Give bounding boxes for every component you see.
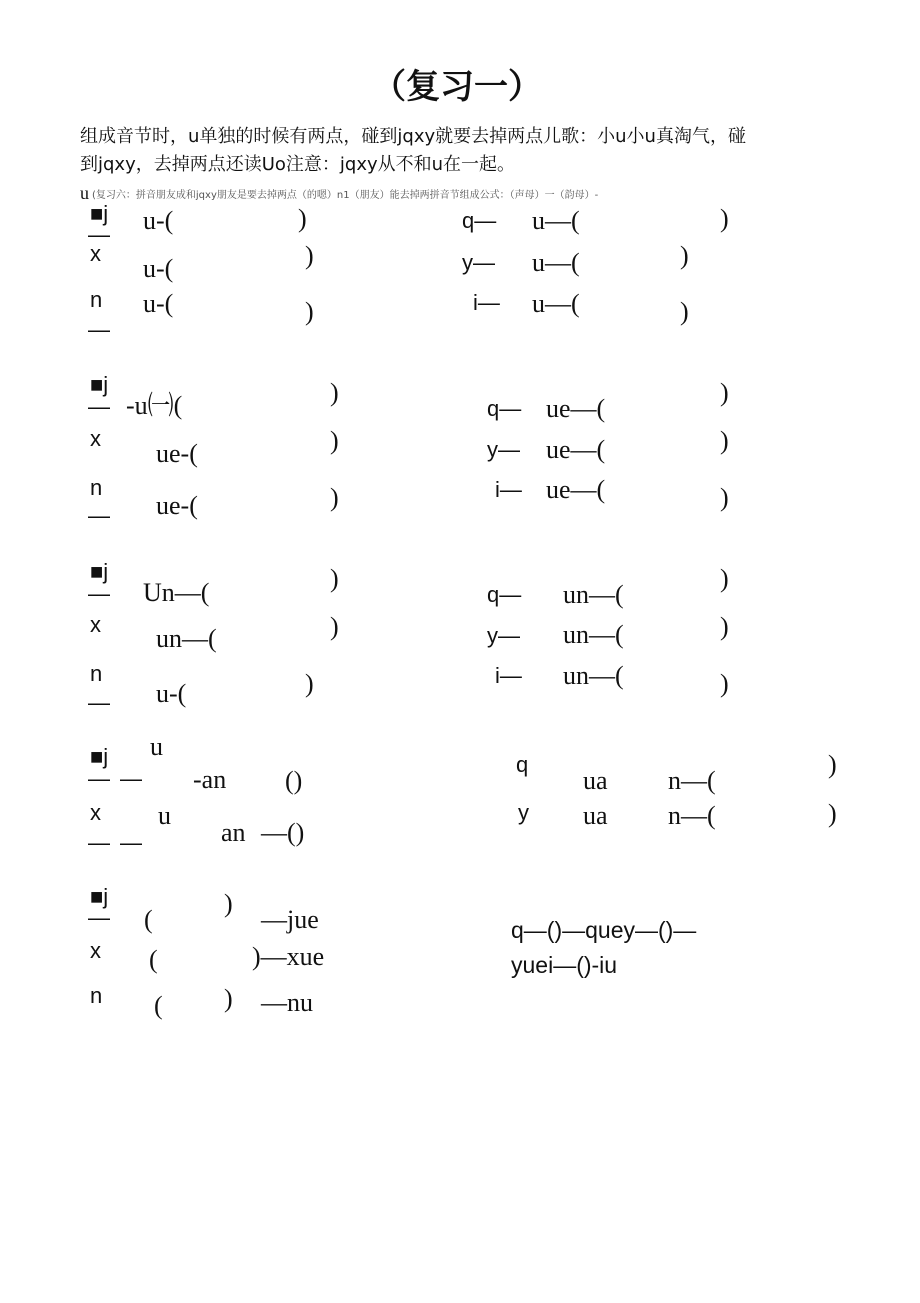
s1-paren-close: ) bbox=[720, 204, 729, 233]
s1-paren-close: ) bbox=[305, 241, 314, 270]
s4-dashes: —— bbox=[88, 766, 152, 791]
s5-paren-open[interactable]: ( bbox=[154, 991, 163, 1020]
s4-dashes: —— bbox=[88, 830, 152, 855]
s2-paren-close: ) bbox=[720, 483, 729, 512]
s1-blank[interactable]: u—( bbox=[532, 248, 580, 277]
s5-paren-open[interactable]: ( bbox=[149, 945, 158, 974]
s1-blank[interactable]: u-( bbox=[143, 289, 174, 318]
s2-dash: — bbox=[88, 503, 110, 528]
s3-dash: — bbox=[88, 690, 110, 715]
s3-initial-j: ■j bbox=[90, 559, 109, 584]
s2-blank[interactable]: ue-( bbox=[156, 491, 198, 520]
s2-blank[interactable]: ue—( bbox=[546, 394, 606, 423]
s1-initial-x: x bbox=[90, 241, 101, 266]
s3-blank[interactable]: un—( bbox=[563, 580, 624, 609]
s4-paren-close: ) bbox=[828, 799, 837, 828]
s1-initial-n: n bbox=[90, 287, 103, 312]
s1-blank[interactable]: u-( bbox=[143, 254, 174, 283]
s5-initial-n: n bbox=[90, 983, 103, 1008]
s3-initial-i: i— bbox=[495, 663, 522, 688]
s5-answer-xue: )—xue bbox=[252, 942, 325, 971]
s5-answer-jue: —jue bbox=[261, 905, 319, 934]
s1-initial-i: i— bbox=[473, 290, 500, 315]
s3-paren-close: ) bbox=[330, 612, 339, 641]
s3-initial-y: y— bbox=[487, 623, 520, 648]
s4-vowel-ua: ua bbox=[583, 766, 608, 795]
s3-initial-x: x bbox=[90, 612, 101, 637]
s3-paren-close: ) bbox=[305, 669, 314, 698]
s1-blank[interactable]: u-( bbox=[143, 206, 174, 235]
s2-paren-close: ) bbox=[720, 426, 729, 455]
s1-blank[interactable]: u—( bbox=[532, 289, 580, 318]
s3-blank[interactable]: un—( bbox=[563, 620, 624, 649]
s2-paren-close: ) bbox=[330, 378, 339, 407]
s2-initial-n: n bbox=[90, 475, 103, 500]
s1-paren-close: ) bbox=[680, 241, 689, 270]
s3-blank[interactable]: un—( bbox=[563, 661, 624, 690]
s4-vowel-u: u bbox=[158, 801, 171, 830]
s4-initial-x: x bbox=[90, 800, 101, 825]
s1-dash: — bbox=[88, 222, 110, 247]
s1-paren-close: ) bbox=[680, 297, 689, 326]
s5-chain-line-1: q—()—quey—()— bbox=[511, 917, 697, 943]
s4-initial-y: y bbox=[518, 800, 529, 825]
s3-blank[interactable]: u-( bbox=[156, 679, 187, 708]
s4-paren-close: ) bbox=[828, 750, 837, 779]
s2-blank[interactable]: ue—( bbox=[546, 475, 606, 504]
s2-initial-q: q— bbox=[487, 396, 522, 421]
s2-initial-j: ■j bbox=[90, 372, 109, 397]
s2-paren-close: ) bbox=[330, 426, 339, 455]
s3-paren-close: ) bbox=[330, 564, 339, 593]
s1-dash: — bbox=[88, 317, 110, 342]
s5-paren-open[interactable]: ( bbox=[144, 905, 153, 934]
s3-dash: — bbox=[88, 581, 110, 606]
s4-initial-q: q bbox=[516, 752, 529, 777]
s5-dash: — bbox=[88, 905, 110, 930]
s2-paren-close: ) bbox=[720, 378, 729, 407]
s3-initial-n: n bbox=[90, 661, 103, 686]
s1-initial-j: ■j bbox=[90, 201, 109, 226]
s2-dash: — bbox=[88, 394, 110, 419]
s1-initial-y: y— bbox=[462, 250, 495, 275]
s5-initial-x: x bbox=[90, 938, 101, 963]
s4-blank[interactable]: n—( bbox=[668, 801, 716, 830]
s2-paren-close: ) bbox=[330, 483, 339, 512]
s5-initial-j: ■j bbox=[90, 884, 109, 909]
s2-blank[interactable]: -u㈠( bbox=[126, 391, 183, 420]
intro-line-3-lead: u bbox=[80, 183, 89, 203]
s2-blank[interactable]: ue-( bbox=[156, 439, 198, 468]
s3-paren-close: ) bbox=[720, 669, 729, 698]
s2-initial-i: i— bbox=[495, 477, 522, 502]
intro-line-1: 组成音节时，u单独的时候有两点，碰到jqxy就要去掉两点儿歌：小u小u真淘气，碰 bbox=[80, 126, 746, 147]
s1-initial-q: q— bbox=[462, 208, 497, 233]
s5-chain-line-2: yuei—()-iu bbox=[511, 952, 618, 978]
intro-line-2: 到jqxy，去掉两点还读Uo注意：jqxy从不和u在一起。 bbox=[80, 154, 516, 175]
s4-vowel-u: u bbox=[150, 732, 163, 761]
intro-line-3: (复习六：拼音朋友成和jqxy朋友是要去掉两点（的嗯）n1（朋友）能去掉两拼音节组成公式：（声母）一（韵母）- bbox=[92, 190, 599, 201]
page-title: （复习一） bbox=[372, 67, 542, 107]
s3-blank[interactable]: Un—( bbox=[143, 578, 210, 607]
s1-blank[interactable]: u—( bbox=[532, 206, 580, 235]
s5-answer-nu: —nu bbox=[261, 988, 313, 1017]
s3-initial-q: q— bbox=[487, 582, 522, 607]
s1-paren-close: ) bbox=[305, 297, 314, 326]
s2-initial-y: y— bbox=[487, 437, 520, 462]
s2-initial-x: x bbox=[90, 426, 101, 451]
s4-initial-j: ■j bbox=[90, 744, 109, 769]
s3-paren-close: ) bbox=[720, 564, 729, 593]
s2-blank[interactable]: ue—( bbox=[546, 435, 606, 464]
s4-paren-pair[interactable]: () bbox=[285, 766, 303, 795]
s4-vowel-ua: ua bbox=[583, 801, 608, 830]
s4-paren-pair[interactable]: —() bbox=[261, 818, 305, 847]
s3-paren-close: ) bbox=[720, 612, 729, 641]
s5-paren-close: ) bbox=[224, 889, 233, 918]
s3-blank[interactable]: un—( bbox=[156, 624, 217, 653]
s4-blank[interactable]: n—( bbox=[668, 766, 716, 795]
s4-blank[interactable]: -an bbox=[193, 765, 227, 794]
s4-blank[interactable]: an bbox=[221, 818, 246, 847]
s1-paren-close: ) bbox=[298, 204, 307, 233]
s5-paren-close: ) bbox=[224, 984, 233, 1013]
